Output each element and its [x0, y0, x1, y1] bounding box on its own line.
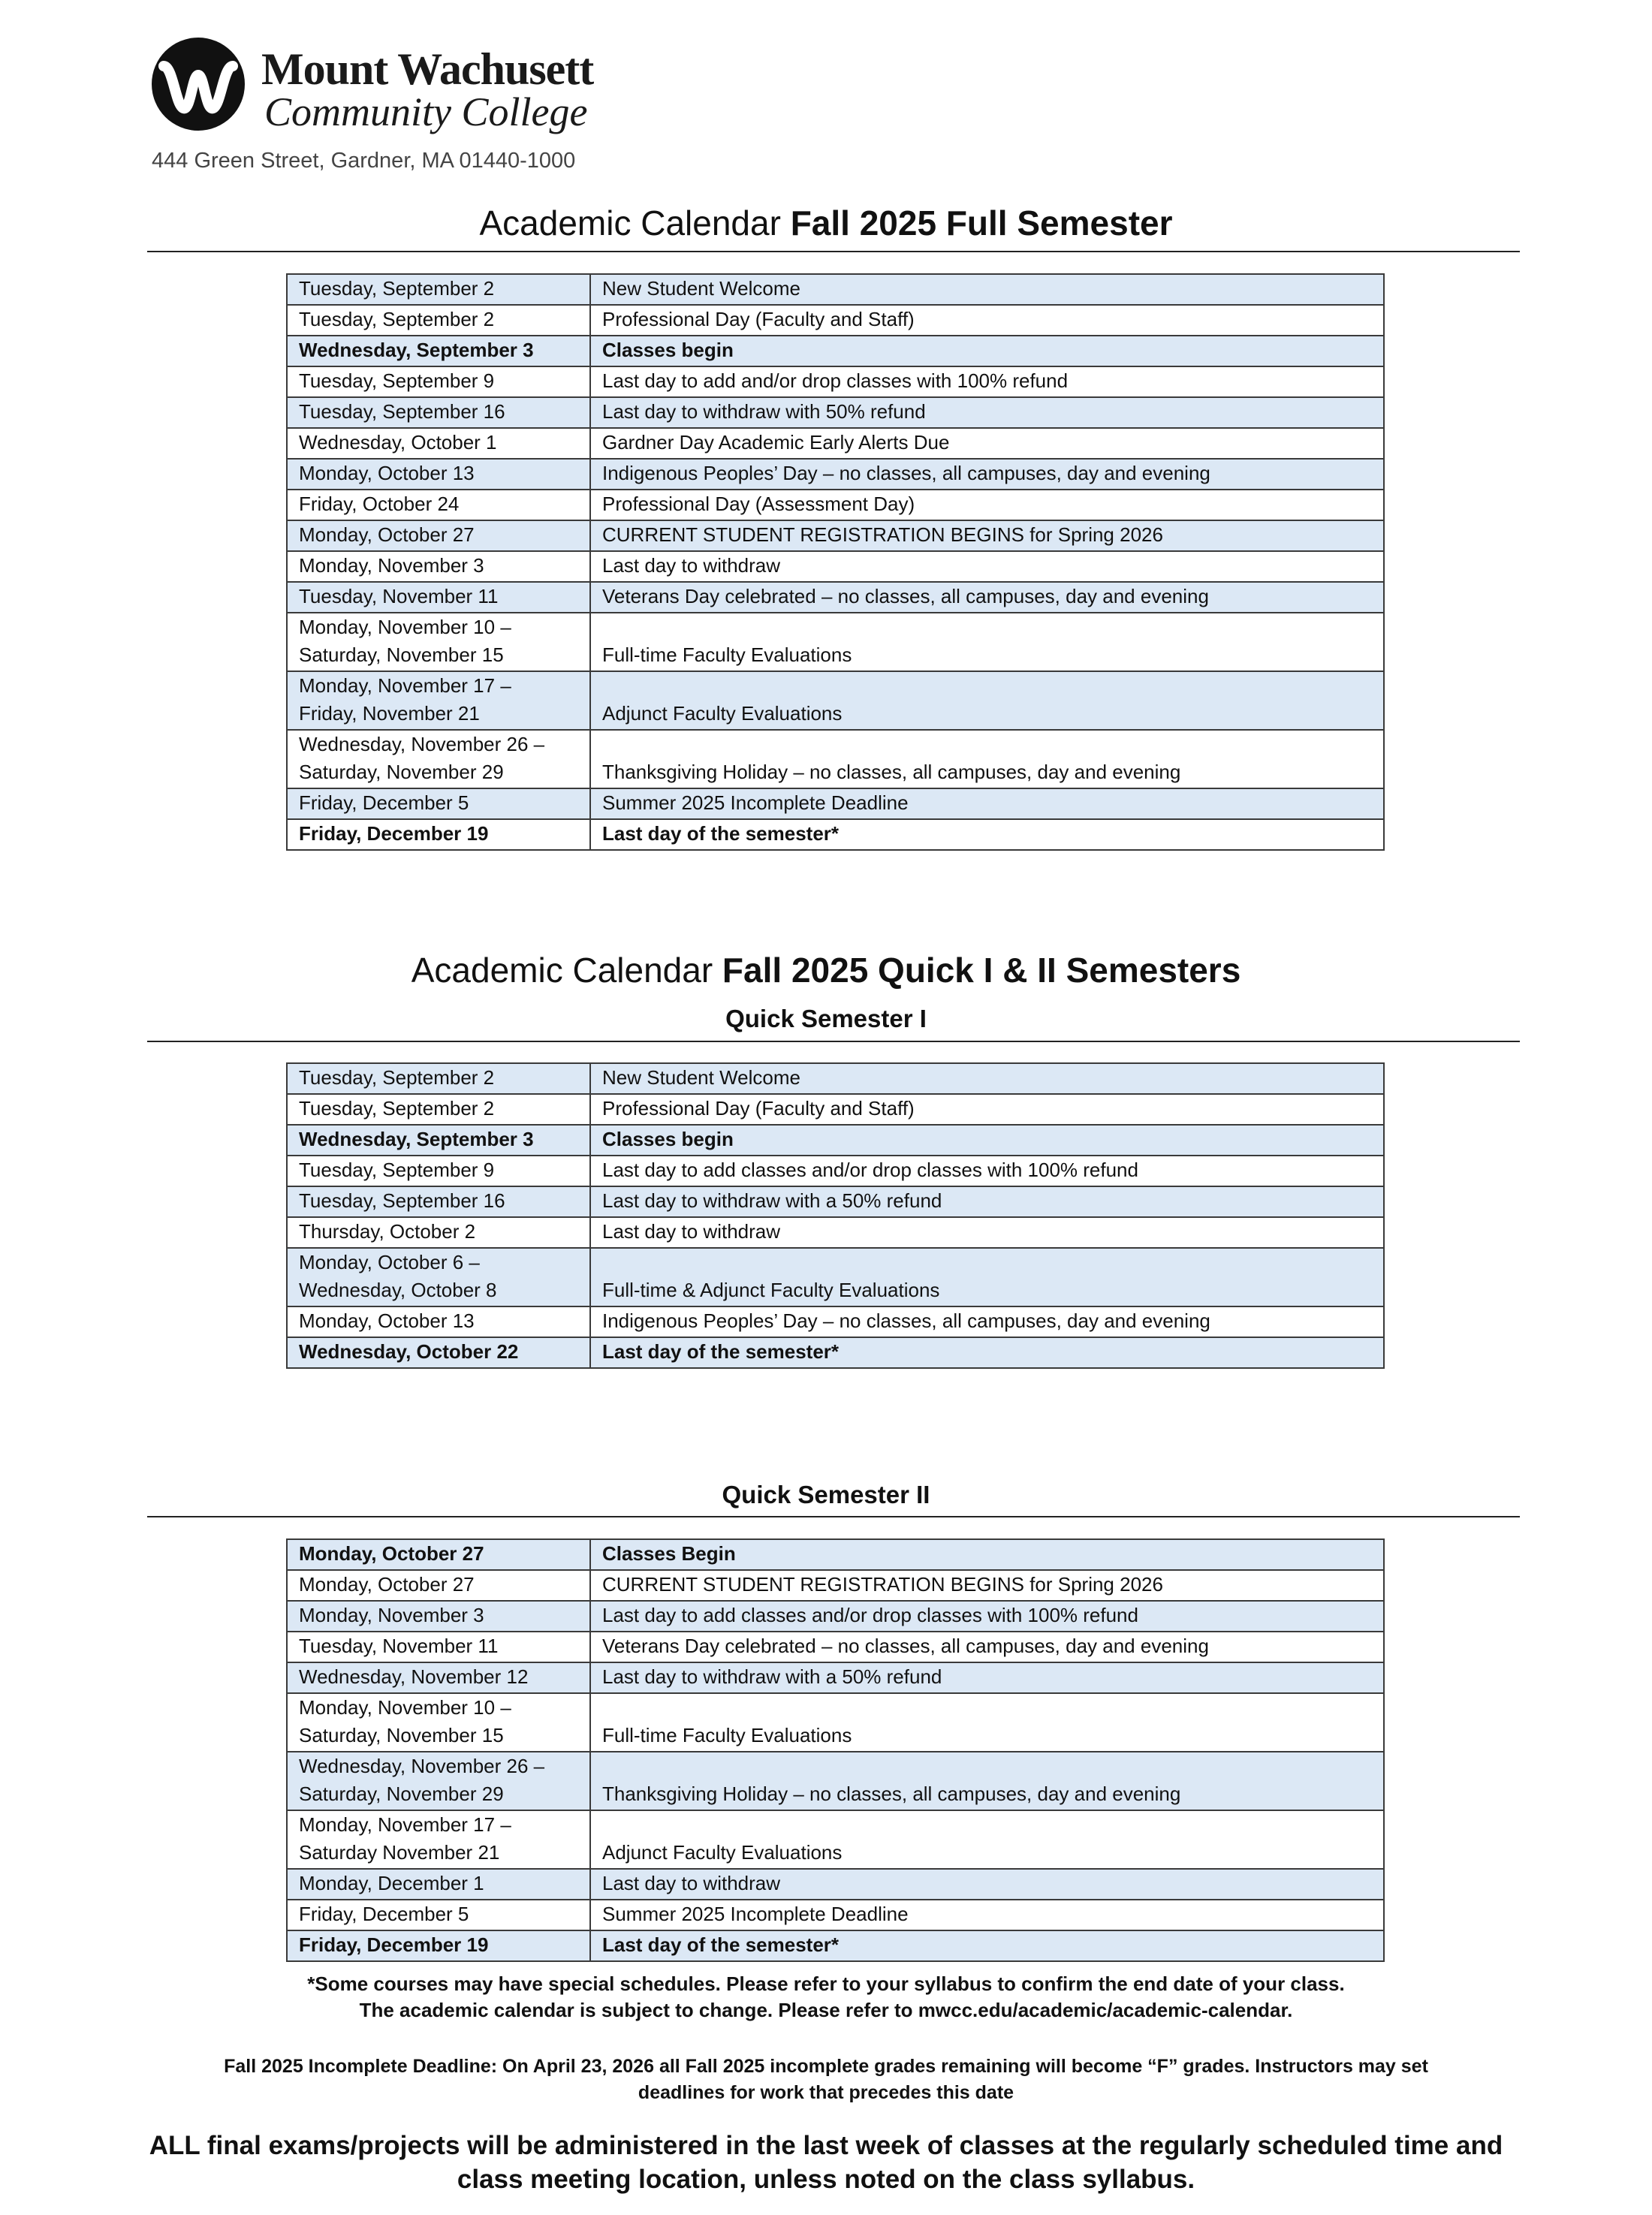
calendar-event: CURRENT STUDENT REGISTRATION BEGINS for Spring 2026 [590, 1570, 1384, 1601]
calendar-event: Classes Begin [590, 1539, 1384, 1570]
logo-name: Mount Wachusett [261, 44, 594, 94]
calendar-date: Friday, December 19 [287, 819, 590, 850]
quick2-divider [147, 1516, 1520, 1517]
calendar-event: Last day to add classes and/or drop classes with 100% refund [590, 1601, 1384, 1632]
final-exams-note: ALL final exams/projects will be administered in the last week of classes at the regularly scheduled time and [149, 2131, 1503, 2160]
calendar-row [287, 1217, 1384, 1248]
calendar-date: Monday, October 27 [287, 520, 590, 551]
calendar-date: Tuesday, September 2 [287, 305, 590, 336]
calendar-date: Monday, November 10 – Saturday, November 15 [287, 613, 590, 671]
calendar-row [287, 1306, 1384, 1337]
calendar-event: Last day to withdraw [590, 1217, 1384, 1248]
calendar-event: Last day of the semester* [590, 819, 1384, 850]
quick-semester-1-table [286, 1062, 1385, 1369]
calendar-event: Last day to withdraw with a 50% refund [590, 1662, 1384, 1693]
calendar-row [287, 1810, 1384, 1869]
calendar-date: Wednesday, October 1 [287, 428, 590, 459]
calendar-row [287, 1063, 1384, 1094]
calendar-event: Adjunct Faculty Evaluations [590, 671, 1384, 730]
calendar-event: Gardner Day Academic Early Alerts Due [590, 428, 1384, 459]
calendar-event: Summer 2025 Incomplete Deadline [590, 788, 1384, 819]
calendar-row [287, 1570, 1384, 1601]
calendar-event: Veterans Day celebrated – no classes, all campuses, day and evening [590, 582, 1384, 613]
calendar-event: Last day to add and/or drop classes with 100% refund [590, 366, 1384, 397]
syllabus-note: *Some courses may have special schedules. Please refer to your syllabus to confirm the end date of your class. [307, 1972, 1345, 1995]
calendar-row [287, 1930, 1384, 1961]
calendar-row [287, 305, 1384, 336]
calendar-date: Monday, October 13 [287, 1306, 590, 1337]
calendar-event: Classes begin [590, 1125, 1384, 1156]
calendar-event: Summer 2025 Incomplete Deadline [590, 1900, 1384, 1930]
calendar-row [287, 1869, 1384, 1900]
calendar-date: Monday, November 10 – Saturday, November 15 [287, 1693, 590, 1752]
calendar-date: Tuesday, September 9 [287, 1156, 590, 1186]
calendar-event: Last day of the semester* [590, 1930, 1384, 1961]
incomplete-deadline-note-cont: deadlines for work that precedes this date [638, 2082, 1014, 2103]
college-logo [150, 33, 616, 134]
calendar-row [287, 1186, 1384, 1217]
calendar-date: Monday, October 27 [287, 1570, 590, 1601]
calendar-event: New Student Welcome [590, 1063, 1384, 1094]
calendar-date: Monday, October 27 [287, 1539, 590, 1570]
quick-semesters-title-bold: Fall 2025 Quick I & II Semesters [722, 951, 1241, 990]
calendar-event: Full-time Faculty Evaluations [590, 1693, 1384, 1752]
calendar-row [287, 1094, 1384, 1125]
calendar-date: Tuesday, September 2 [287, 1063, 590, 1094]
calendar-date: Wednesday, November 26 – Saturday, November 29 [287, 1752, 590, 1810]
calendar-date: Wednesday, November 12 [287, 1662, 590, 1693]
incomplete-deadline-note: Fall 2025 Incomplete Deadline: On April 23, 2026 all Fall 2025 incomplete grades remaining will become “F” grades. Instructors may set [224, 2056, 1428, 2077]
calendar-event: New Student Welcome [590, 274, 1384, 305]
calendar-row [287, 1752, 1384, 1810]
calendar-date: Friday, December 19 [287, 1930, 590, 1961]
calendar-date: Thursday, October 2 [287, 1217, 590, 1248]
quick1-divider [147, 1041, 1520, 1042]
calendar-event: Thanksgiving Holiday – no classes, all campuses, day and evening [590, 730, 1384, 788]
logo-subname: Community College [264, 89, 588, 134]
calendar-row [287, 1693, 1384, 1752]
calendar-event: Last day to withdraw with a 50% refund [590, 1186, 1384, 1217]
calendar-date: Tuesday, September 9 [287, 366, 590, 397]
calendar-row [287, 819, 1384, 850]
calendar-date: Monday, December 1 [287, 1869, 590, 1900]
calendar-date: Wednesday, September 3 [287, 1125, 590, 1156]
calendar-event: Last day to withdraw [590, 551, 1384, 582]
calendar-event: Full-time Faculty Evaluations [590, 613, 1384, 671]
calendar-row [287, 490, 1384, 520]
calendar-date: Tuesday, November 11 [287, 582, 590, 613]
calendar-date: Wednesday, October 22 [287, 1337, 590, 1368]
calendar-event: Last day of the semester* [590, 1337, 1384, 1368]
calendar-date: Tuesday, September 16 [287, 1186, 590, 1217]
calendar-event: Professional Day (Faculty and Staff) [590, 305, 1384, 336]
calendar-row [287, 1248, 1384, 1306]
calendar-row [287, 1156, 1384, 1186]
calendar-row [287, 1662, 1384, 1693]
calendar-date: Friday, December 5 [287, 1900, 590, 1930]
calendar-event: Last day to withdraw [590, 1869, 1384, 1900]
calendar-date: Monday, November 17 – Saturday November 21 [287, 1810, 590, 1869]
calendar-date: Wednesday, November 26 – Saturday, November 29 [287, 730, 590, 788]
college-logo-icon [150, 36, 246, 132]
calendar-event: Indigenous Peoples’ Day – no classes, all campuses, day and evening [590, 1306, 1384, 1337]
quick-semester-2-table [286, 1538, 1385, 1962]
calendar-row [287, 788, 1384, 819]
calendar-row [287, 428, 1384, 459]
calendar-date: Tuesday, November 11 [287, 1632, 590, 1662]
calendar-event: Veterans Day celebrated – no classes, all campuses, day and evening [590, 1632, 1384, 1662]
quick-semesters-title-plain: Academic Calendar [411, 951, 722, 990]
calendar-date: Monday, November 3 [287, 551, 590, 582]
calendar-row [287, 274, 1384, 305]
calendar-date: Monday, October 6 – Wednesday, October 8 [287, 1248, 590, 1306]
final-exams-note-cont: class meeting location, unless noted on the class syllabus. [457, 2165, 1195, 2194]
quick-semester-2-subtitle: Quick Semester II [722, 1481, 930, 1508]
calendar-row [287, 1539, 1384, 1570]
calendar-event: Last day to add classes and/or drop classes with 100% refund [590, 1156, 1384, 1186]
calendar-event: Indigenous Peoples’ Day – no classes, all campuses, day and evening [590, 459, 1384, 490]
calendar-row [287, 1632, 1384, 1662]
quick-semesters-title [0, 950, 1652, 990]
calendar-date: Monday, November 17 – Friday, November 21 [287, 671, 590, 730]
calendar-row [287, 1601, 1384, 1632]
calendar-date: Tuesday, September 2 [287, 274, 590, 305]
calendar-date: Monday, November 3 [287, 1601, 590, 1632]
calendar-date: Wednesday, September 3 [287, 336, 590, 366]
calendar-row [287, 730, 1384, 788]
calendar-row [287, 671, 1384, 730]
college-address: 444 Green Street, Gardner, MA 01440-1000 [152, 149, 576, 173]
quick-semester-1-subtitle: Quick Semester I [725, 1005, 927, 1032]
calendar-row [287, 397, 1384, 428]
calendar-event: Thanksgiving Holiday – no classes, all campuses, day and evening [590, 1752, 1384, 1810]
calendar-row [287, 336, 1384, 366]
calendar-row [287, 1337, 1384, 1368]
calendar-date: Monday, October 13 [287, 459, 590, 490]
calendar-event: CURRENT STUDENT REGISTRATION BEGINS for Spring 2026 [590, 520, 1384, 551]
calendar-event: Adjunct Faculty Evaluations [590, 1810, 1384, 1869]
calendar-row [287, 366, 1384, 397]
calendar-event: Professional Day (Assessment Day) [590, 490, 1384, 520]
calendar-row [287, 520, 1384, 551]
calendar-event: Last day to withdraw with 50% refund [590, 397, 1384, 428]
calendar-row [287, 551, 1384, 582]
title-divider [147, 251, 1520, 252]
calendar-date: Tuesday, September 2 [287, 1094, 590, 1125]
calendar-row [287, 459, 1384, 490]
calendar-row [287, 1125, 1384, 1156]
calendar-event: Classes begin [590, 336, 1384, 366]
calendar-date: Tuesday, September 16 [287, 397, 590, 428]
calendar-row [287, 582, 1384, 613]
full-semester-title [0, 203, 1652, 243]
calendar-event: Full-time & Adjunct Faculty Evaluations [590, 1248, 1384, 1306]
full-semester-title-plain: Academic Calendar [479, 203, 791, 243]
full-semester-title-bold: Fall 2025 Full Semester [790, 203, 1173, 243]
full-semester-table [286, 273, 1385, 851]
calendar-change-note: The academic calendar is subject to change. Please refer to mwcc.edu/academic/academic-calendar. [359, 1999, 1293, 2021]
calendar-date: Friday, December 5 [287, 788, 590, 819]
calendar-row [287, 1900, 1384, 1930]
calendar-date: Friday, October 24 [287, 490, 590, 520]
calendar-row [287, 613, 1384, 671]
calendar-event: Professional Day (Faculty and Staff) [590, 1094, 1384, 1125]
